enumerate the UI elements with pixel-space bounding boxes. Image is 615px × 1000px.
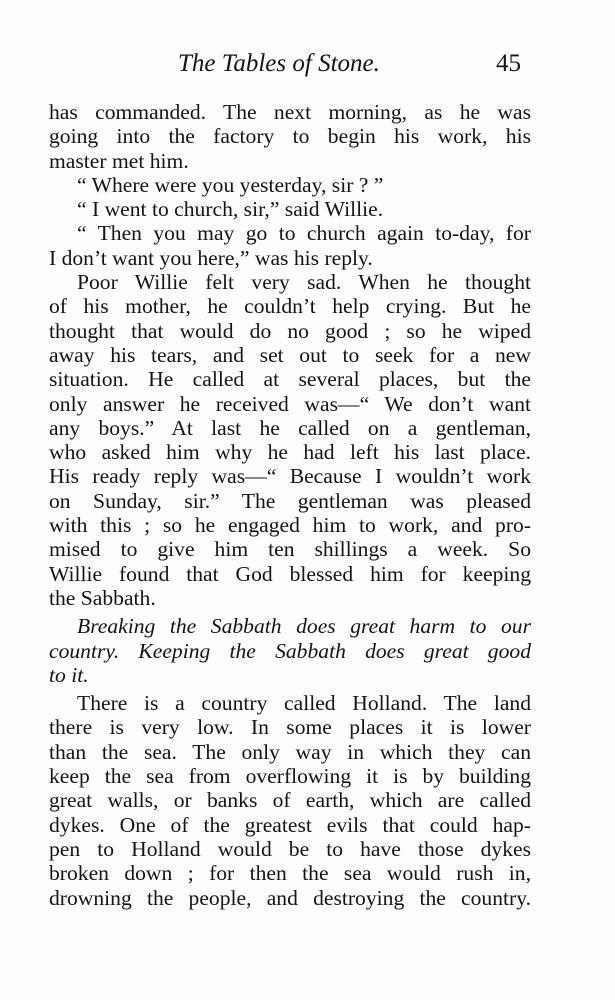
text-line: to it. [49, 662, 89, 687]
text-line: with this ; so he engaged him to work, and pro- [49, 513, 531, 538]
text-line: great walls, or banks of earth, which are called [49, 788, 531, 813]
text-line: drowning the people, and destroying the country. [49, 885, 531, 910]
text-line: who asked him why he had left his last place. [49, 440, 531, 465]
text-line: country. Keeping the Sabbath does great good [49, 638, 531, 663]
text-line: Poor Willie felt very sad. When he thought [77, 270, 531, 295]
text-line: thought that would do no good ; so he wiped [49, 318, 531, 343]
text-line: master met him. [49, 148, 189, 173]
text-line: away his tears, and set out to seek for a new [49, 342, 531, 367]
text-line: “ Where were you yesterday, sir ? ” [77, 172, 384, 197]
text-line: has commanded. The next morning, as he was [49, 100, 531, 124]
text-line: “ I went to church, sir,” said Willie. [77, 197, 384, 222]
text-line: mised to give him ten shillings a week. So [49, 537, 531, 562]
text-line: there is very low. In some places it is lower [49, 715, 531, 740]
text-line: “ Then you may go to church again to-day, for [77, 221, 531, 246]
text-line: situation. He called at several places, but the [49, 367, 531, 392]
text-line: keep the sea from overflowing it is by building [49, 764, 531, 789]
text-line: the Sabbath. [49, 585, 156, 610]
text-line: His ready reply was—“ Because I wouldn’t work [49, 464, 531, 489]
text-line: than the sea. The only way in which they can [49, 739, 531, 764]
text-line: There is a country called Holland. The land [77, 691, 531, 716]
text-line: broken down ; for then the sea would rush in, [49, 861, 531, 886]
text-line: dykes. One of the greatest evils that could hap- [49, 812, 531, 837]
body-text [49, 100, 531, 910]
text-line: of his mother, he couldn’t help crying. But he [49, 294, 531, 319]
text-line: pen to Holland would be to have those dykes [49, 836, 531, 861]
text-line: I don’t want you here,” was his reply. [49, 245, 373, 270]
page-number: 45 [496, 50, 521, 77]
running-head [60, 50, 525, 84]
text-line: Breaking the Sabbath does great harm to our [77, 614, 531, 639]
text-line: going into the factory to begin his work, his [49, 124, 531, 149]
text-line: only answer he received was—“ We don’t want [49, 391, 531, 416]
text-line: on Sunday, sir.” The gentleman was pleased [49, 488, 531, 513]
text-line: any boys.” At last he called on a gentleman, [49, 415, 531, 440]
text-line: Willie found that God blessed him for keeping [49, 561, 531, 586]
running-title: The Tables of Stone. [178, 50, 380, 77]
